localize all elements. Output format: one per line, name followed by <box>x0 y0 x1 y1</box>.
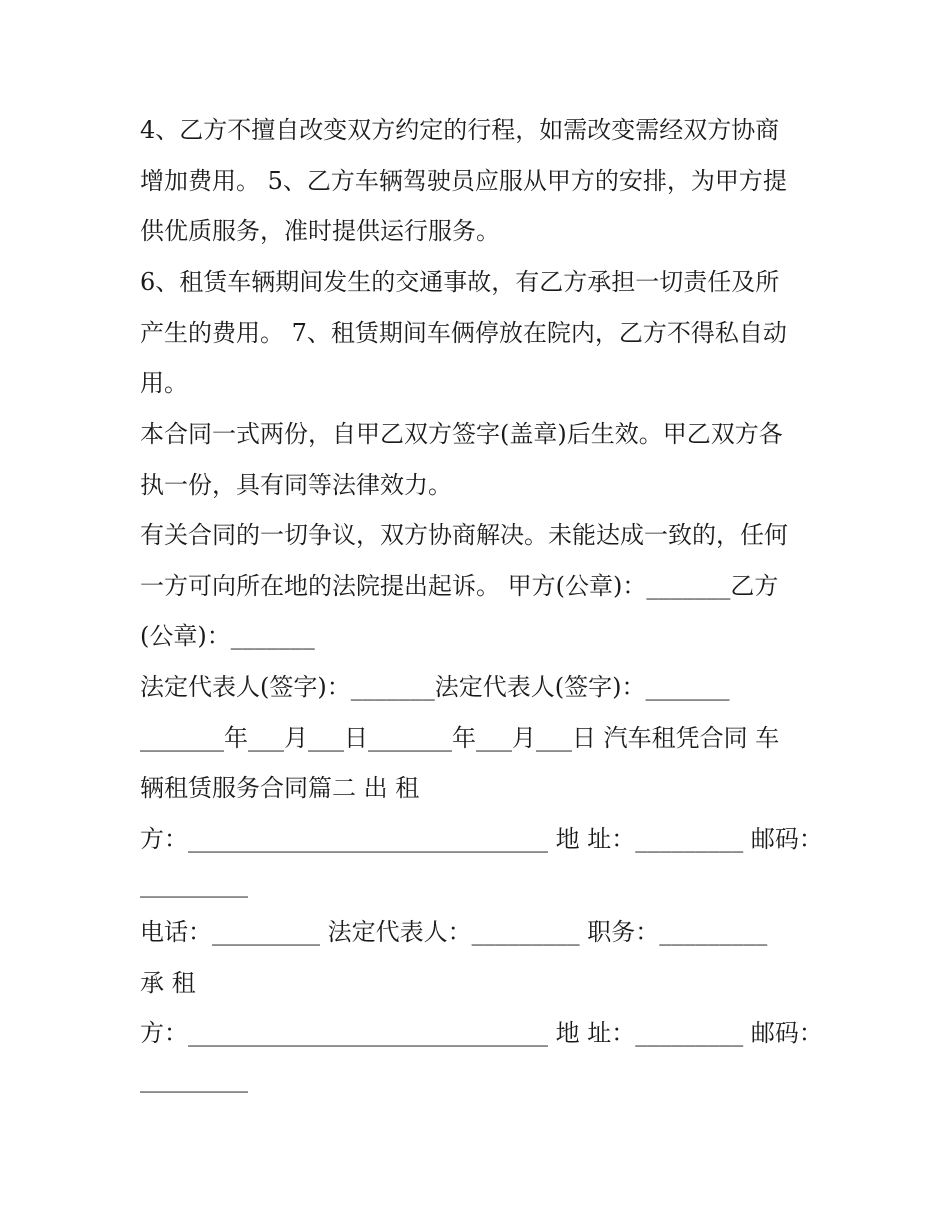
text-line: 本合同一式两份，自甲乙双方签字(盖章)后生效。甲乙双方各 <box>140 420 783 448</box>
text-line: 增加费用。 5、乙方车辆驾驶员应服从甲方的安排，为甲方提 <box>140 167 787 195</box>
text-line: _______年___月___日_______年___月___日 汽车租凭合同 车 <box>140 724 780 752</box>
text-line: 一方可向所在地的法院提出起诉。 甲方(公章)：_______乙方 <box>140 572 779 600</box>
text-line: 方：______________________________ 地 址：_________ 邮码： <box>140 1019 823 1047</box>
text-line: 有关合同的一切争议，双方协商解决。未能达成一致的，任何 <box>140 521 788 549</box>
text-line: 法定代表人(签字)：_______法定代表人(签字)：_______ <box>140 673 730 701</box>
text-line: 供优质服务，准时提供运行服务。 <box>140 217 500 245</box>
text-line: 用。 <box>140 369 188 397</box>
text-line: (公章)：_______ <box>140 622 315 650</box>
text-line: 电话：_________ 法定代表人：_________ 职务：_________ <box>140 918 768 946</box>
text-line: 承 租 <box>140 969 196 997</box>
text-line: 6、租赁车辆期间发生的交通事故，有乙方承担一切责任及所 <box>140 268 780 296</box>
text-line: 辆租赁服务合同篇二 出 租 <box>140 774 420 802</box>
text-line: 产生的费用。 7、租赁期间车俩停放在院内，乙方不得私自动 <box>140 319 787 347</box>
text-line: _________ <box>140 1065 248 1093</box>
text-line: _________ <box>140 870 248 898</box>
text-line: 执一份，具有同等法律效力。 <box>140 471 452 499</box>
text-line: 方：______________________________ 地 址：_________ 邮码： <box>140 825 823 853</box>
text-line: 4、乙方不擅自改变双方约定的行程，如需改变需经双方协商 <box>140 116 780 144</box>
